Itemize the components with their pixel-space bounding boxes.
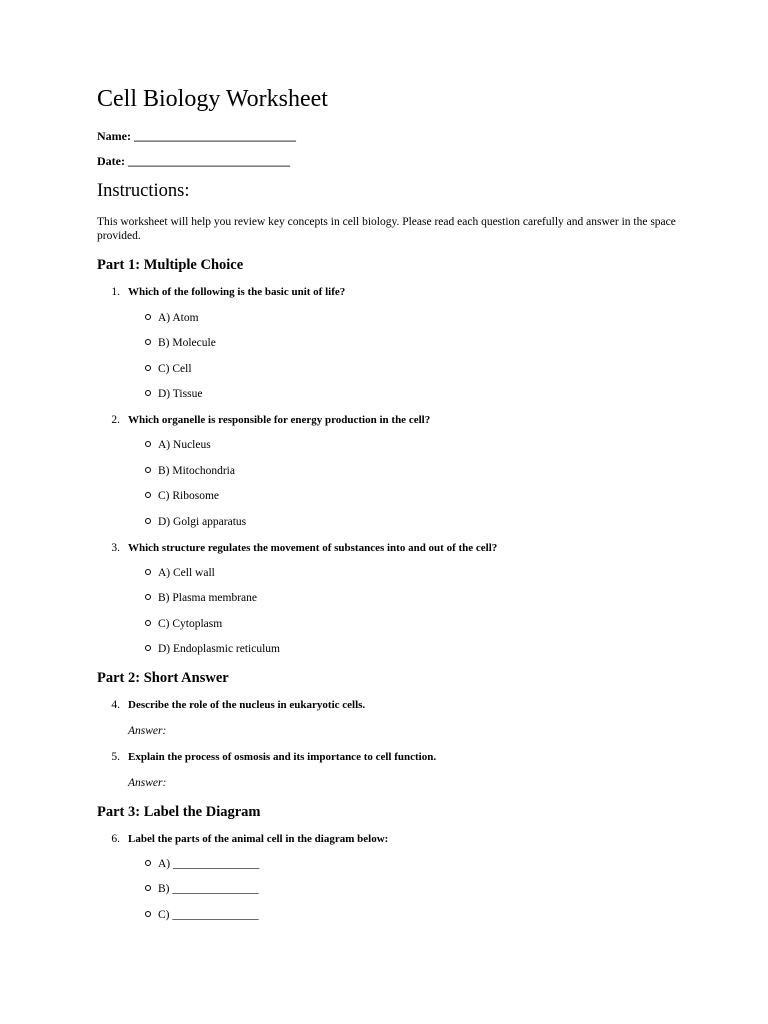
answer-option: B) Plasma membrane	[145, 591, 257, 606]
question-number: 2.	[111, 414, 120, 426]
circle-bullet-icon	[145, 518, 151, 524]
answer-option: B) Molecule	[145, 336, 216, 351]
circle-bullet-icon	[145, 441, 151, 447]
page-title: Cell Biology Worksheet	[97, 86, 328, 112]
instructions-heading: Instructions:	[97, 181, 190, 201]
answer-option: A) Atom	[145, 311, 199, 326]
answer-option: B) Mitochondria	[145, 464, 235, 479]
answer-label: Answer:	[128, 777, 167, 789]
question-number: 5.	[111, 751, 120, 763]
question-number: 4.	[111, 699, 120, 711]
question-text: Which structure regulates the movement of substances into and out of the cell?	[128, 542, 498, 554]
circle-bullet-icon	[145, 594, 151, 600]
circle-bullet-icon	[145, 390, 151, 396]
circle-bullet-icon	[145, 569, 151, 575]
circle-bullet-icon	[145, 620, 151, 626]
question-number: 1.	[111, 286, 120, 298]
question-text: Which organelle is responsible for energy production in the cell?	[128, 414, 431, 426]
circle-bullet-icon	[145, 911, 151, 917]
answer-option: C) Ribosome	[145, 489, 219, 504]
circle-bullet-icon	[145, 339, 151, 345]
answer-option: A) Nucleus	[145, 438, 211, 453]
question-text: Label the parts of the animal cell in the diagram below:	[128, 833, 389, 845]
date-field: Date: ___________________________	[97, 154, 290, 168]
answer-option: D) Golgi apparatus	[145, 515, 246, 530]
part2-heading: Part 2: Short Answer	[97, 670, 229, 686]
question-text: Which of the following is the basic unit of life?	[128, 286, 346, 298]
label-blank: B) _______________	[145, 882, 259, 897]
circle-bullet-icon	[145, 885, 151, 891]
circle-bullet-icon	[145, 860, 151, 866]
part3-heading: Part 3: Label the Diagram	[97, 804, 261, 820]
question-number: 6.	[111, 833, 120, 845]
circle-bullet-icon	[145, 645, 151, 651]
question-text: Describe the role of the nucleus in eukaryotic cells.	[128, 699, 366, 711]
answer-option: D) Tissue	[145, 387, 202, 402]
label-blank: A) _______________	[145, 857, 259, 872]
answer-option: D) Endoplasmic reticulum	[145, 642, 280, 657]
circle-bullet-icon	[145, 314, 151, 320]
name-field: Name: ___________________________	[97, 129, 296, 143]
instructions-text: This worksheet will help you review key concepts in cell biology. Please read each question carefully and answer in the space provided.	[97, 216, 676, 242]
question-text: Explain the process of osmosis and its importance to cell function.	[128, 751, 437, 763]
answer-label: Answer:	[128, 725, 167, 737]
answer-option: C) Cytoplasm	[145, 617, 222, 632]
label-blank: C) _______________	[145, 908, 259, 923]
part1-heading: Part 1: Multiple Choice	[97, 257, 244, 273]
question-number: 3.	[111, 542, 120, 554]
answer-option: C) Cell	[145, 362, 192, 377]
circle-bullet-icon	[145, 365, 151, 371]
answer-option: A) Cell wall	[145, 566, 215, 581]
circle-bullet-icon	[145, 492, 151, 498]
circle-bullet-icon	[145, 467, 151, 473]
